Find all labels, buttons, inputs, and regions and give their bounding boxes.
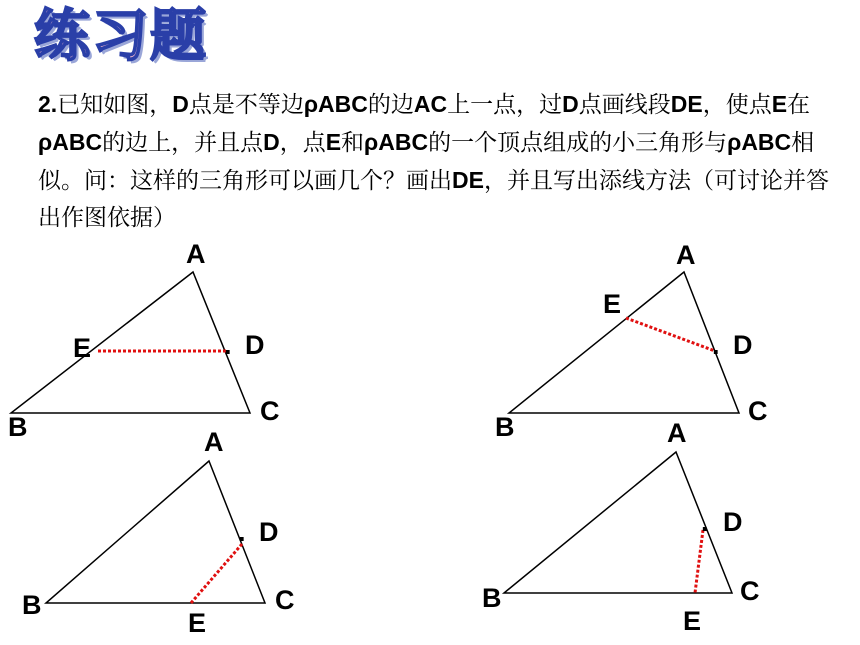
label-d-dot: . — [712, 330, 720, 360]
problem-text-segment: 的边上，并且点 — [102, 130, 264, 156]
label-a: A — [676, 240, 696, 270]
problem-text-segment: ，使点 — [702, 92, 772, 118]
label-d: D — [245, 330, 265, 360]
problem-text-segment: ，点 — [279, 130, 326, 156]
label-a: A — [186, 239, 206, 269]
label-d-dot: . — [224, 330, 232, 360]
figure-1 — [8, 239, 280, 442]
label-c: C — [275, 585, 295, 615]
figure-3 — [22, 427, 295, 638]
label-b: B — [8, 412, 28, 442]
segment-de — [695, 530, 703, 593]
segment-de — [191, 544, 242, 603]
problem-text-segment: 已知如图， — [57, 92, 173, 118]
problem-text-segment: 上一点，过 — [447, 92, 563, 118]
label-e: E — [603, 289, 622, 319]
label-a: A — [204, 427, 224, 457]
label-d-dot: . — [701, 507, 709, 537]
label-e: E — [73, 333, 92, 363]
problem-text-segment: DE — [452, 167, 484, 193]
label-b: B — [482, 583, 502, 613]
problem-text-segment: ρABC — [38, 129, 103, 155]
figure-2 — [495, 240, 768, 442]
label-d: D — [259, 517, 279, 547]
problem-text-segment: 的边 — [367, 92, 414, 118]
problem-text-segment: D — [562, 91, 579, 117]
label-d-dot: . — [238, 517, 246, 547]
problem-text-segment: 相似。问：这样的三角形可以画几个？画出 — [38, 130, 815, 194]
label-c: C — [748, 396, 768, 426]
problem-text-segment: E — [325, 129, 342, 155]
problem-text-segment: ρABC — [364, 129, 429, 155]
problem-number: 2. — [38, 91, 58, 117]
problem-text-segment: DE — [670, 91, 703, 117]
label-e: E — [188, 608, 207, 638]
problem-text-segment: E — [771, 91, 788, 117]
label-c: C — [260, 396, 280, 426]
problem-text-segment: 点画线段 — [578, 92, 671, 118]
triangle-abc — [509, 272, 739, 413]
problem-text-segment: D — [263, 129, 280, 155]
problem-text-segment: ρABC — [303, 91, 368, 117]
label-a: A — [667, 418, 687, 448]
problem-text-segment: ，并且写出添线方法（可讨论并答出作图依据） — [38, 168, 829, 231]
problem-text-segment: ρABC — [727, 129, 792, 155]
problem-text-segment: 和 — [341, 130, 365, 156]
segment-de — [626, 318, 715, 351]
label-e: E — [683, 606, 702, 636]
label-d: D — [723, 507, 743, 537]
label-c: C — [740, 576, 760, 606]
problem-text-segment: 在 — [787, 92, 811, 118]
exercise-title: 练习题 — [34, 4, 208, 69]
problem-text-segment: 的一个顶点组成的小三角形与 — [428, 130, 728, 156]
label-b: B — [495, 412, 515, 442]
label-b: B — [22, 590, 42, 620]
problem-text-segment: AC — [413, 91, 448, 117]
figure-4 — [482, 418, 760, 636]
problem-text-segment: 点是不等边 — [188, 92, 304, 118]
problem-text-segment: D — [172, 91, 189, 117]
triangle-abc — [46, 461, 265, 603]
triangle-abc — [11, 272, 250, 413]
label-d: D — [733, 330, 753, 360]
